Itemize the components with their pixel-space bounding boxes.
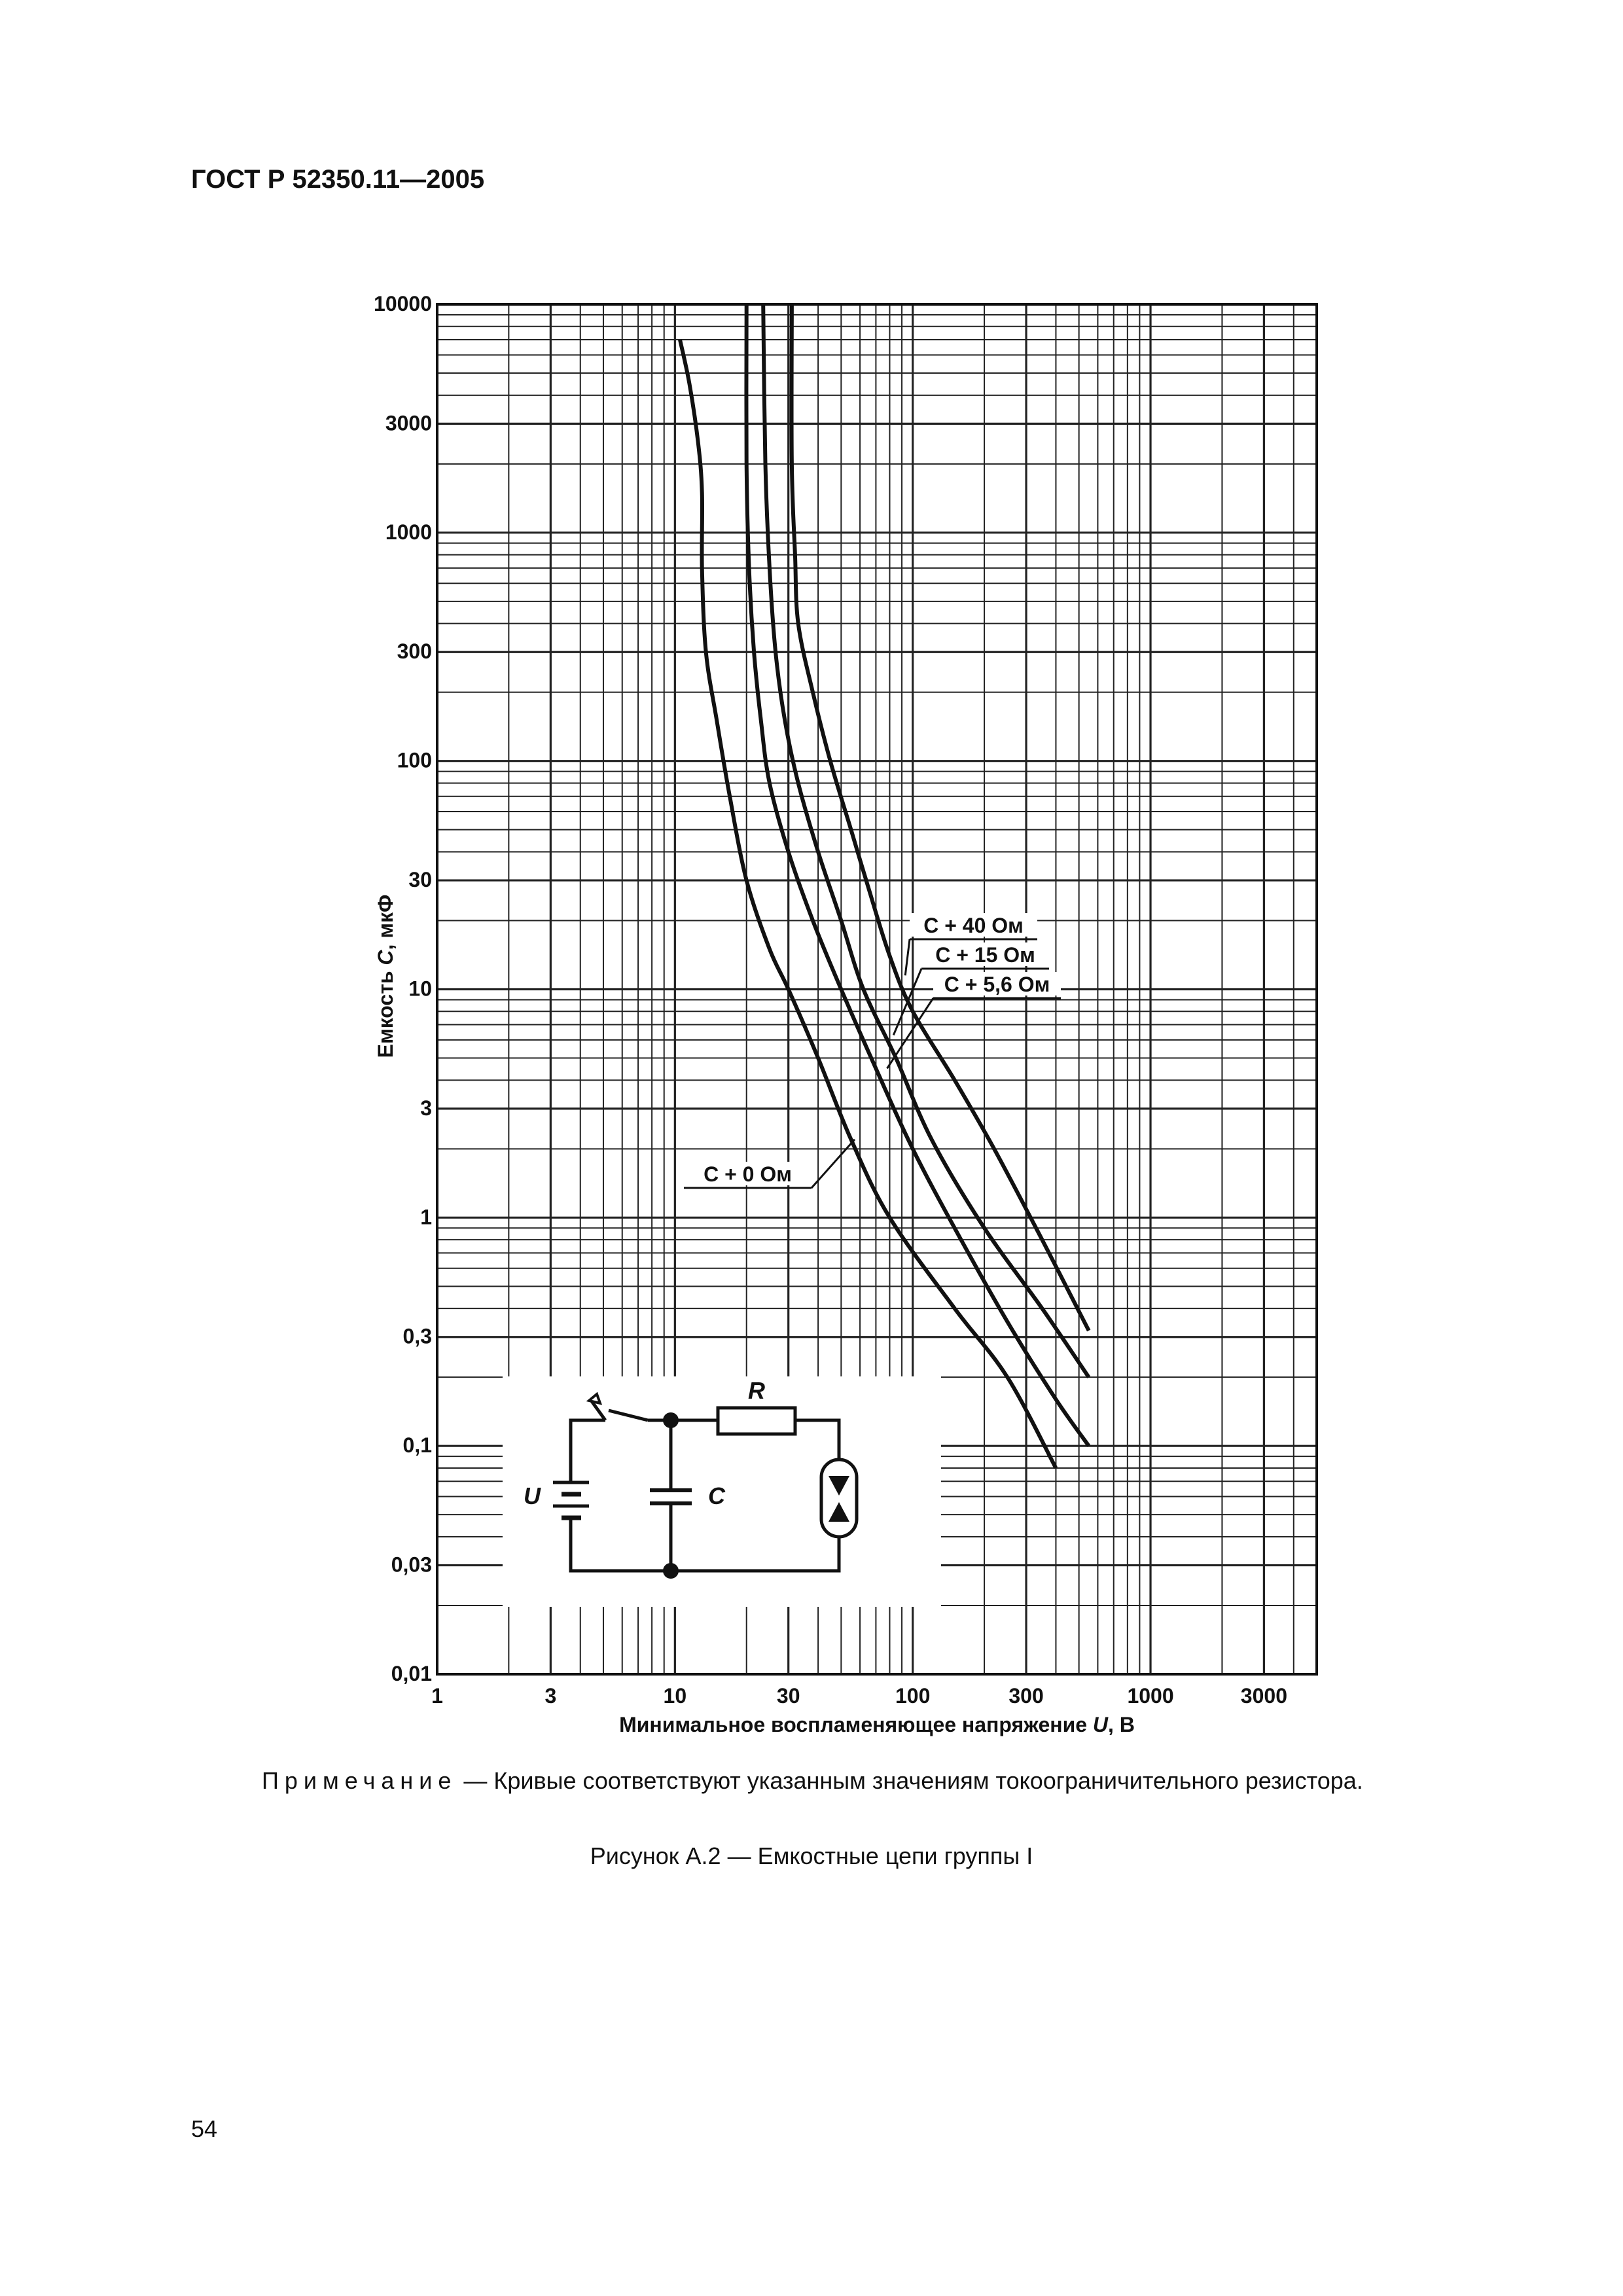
y-tick-label: 3000 [385, 411, 432, 435]
series-curve-0 [680, 340, 1056, 1468]
circuit-node [663, 1412, 679, 1428]
circuit-diagram [503, 1376, 941, 1607]
note-text: — Кривые соответствуют указанным значениям токоограничительного резистора. [457, 1767, 1363, 1794]
x-tick-label: 10 [663, 1684, 687, 1708]
curve-label: C + 5,6 Ом [944, 973, 1050, 996]
y-tick-label: 1 [420, 1205, 432, 1229]
y-tick-label: 30 [408, 868, 432, 892]
page-number: 54 [191, 2115, 218, 2142]
capacitor-label: C [708, 1482, 725, 1509]
curve-label-leader [905, 939, 910, 975]
x-tick-label: 3000 [1240, 1684, 1287, 1708]
y-tick-label: 0,03 [391, 1552, 432, 1577]
curve-label: C + 15 Ом [935, 943, 1035, 967]
y-axis-label: Емкость C, мкФ [374, 894, 397, 1058]
curve-label: C + 0 Ом [704, 1162, 792, 1186]
page-header: ГОСТ Р 52350.11—2005 [191, 165, 485, 194]
series-curve-3 [792, 304, 1089, 1331]
series-curve-2 [763, 304, 1089, 1377]
resistor [718, 1408, 795, 1434]
spark-gap [821, 1460, 857, 1537]
x-tick-label: 30 [776, 1684, 800, 1708]
figure-caption: Рисунок А.2 — Емкостные цепи группы I [590, 1842, 1033, 1869]
x-tick-label: 1000 [1127, 1684, 1174, 1708]
x-tick-label: 300 [1008, 1684, 1044, 1708]
chart-curves [680, 304, 1089, 1468]
x-tick-label: 100 [895, 1684, 931, 1708]
note-lead: Примечание [262, 1767, 457, 1794]
x-axis-label: Минимальное воспламеняющее напряжение U, В [619, 1713, 1135, 1736]
circuit-node [663, 1563, 679, 1579]
x-tick-label: 1 [431, 1684, 443, 1708]
x-tick-label: 3 [544, 1684, 557, 1708]
y-tick-label: 0,1 [402, 1433, 432, 1458]
y-tick-label: 10000 [374, 292, 432, 315]
y-tick-label: 10 [408, 977, 432, 1001]
figure-note [262, 1767, 1505, 1795]
y-tick-label: 300 [397, 639, 432, 664]
voltage-label: U [524, 1482, 541, 1509]
y-tick-label: 1000 [385, 520, 432, 544]
y-tick-label: 100 [397, 748, 432, 772]
y-tick-label: 0,01 [391, 1662, 432, 1685]
series-curve-1 [746, 304, 1088, 1446]
y-tick-label: 3 [420, 1096, 432, 1120]
curve-label: C + 40 Ом [923, 914, 1024, 937]
y-tick-label: 0,3 [402, 1324, 432, 1348]
resistor-label: R [748, 1377, 765, 1404]
chart-labels [684, 913, 1061, 1188]
